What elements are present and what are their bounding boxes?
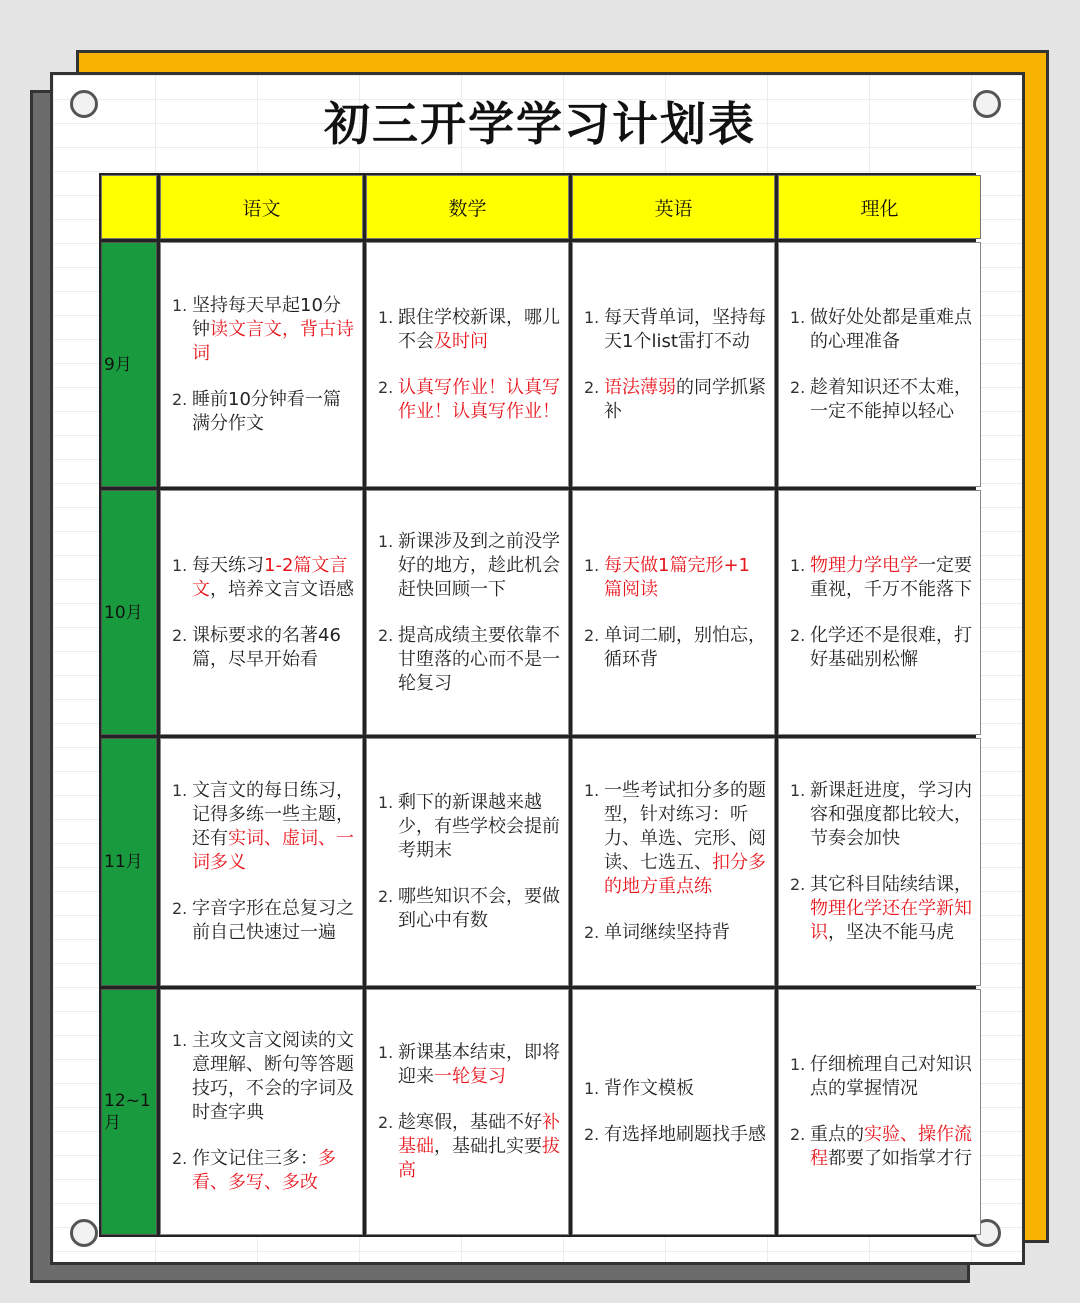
plan-cell-math [366,989,569,1235]
highlight-text: 实验、操作流程 [810,1124,972,1169]
item-number: 2. [172,899,188,918]
plain-text: 一些考试扣分多的题型，针对练习：听力、单选、完形、阅读、七选五、 [604,780,766,873]
plain-text: 哪些知识不会，要做到心中有数 [398,886,560,931]
highlight-text: 补基础 [398,1112,560,1157]
item-text [810,779,973,851]
pin-bottom-left-icon [70,1219,98,1247]
highlight-text: 认真写作业！认真写作业！认真写作业！ [398,376,560,422]
plan-item [584,779,767,899]
item-text [604,921,767,945]
item-number: 1. [378,793,394,812]
plan-item [172,897,355,945]
plain-text: 重点的 [810,1124,864,1145]
item-number: 1. [378,1043,394,1062]
item-number: 2. [584,377,600,397]
page-title: 初三开学学习计划表 [324,97,756,151]
plan-item [172,554,355,602]
item-number: 1. [378,307,394,327]
plan-cell-math [366,738,569,986]
header-science: 理化 [778,175,981,239]
plain-text: 趁着知识还不太难，一定不能掉以轻心 [810,376,972,422]
item-number: 2. [378,625,394,645]
plan-item [790,376,973,424]
plan-cell-science [778,242,981,487]
plan-item [790,306,973,354]
item-number: 1. [172,781,188,800]
item-number: 2. [584,625,600,645]
plain-text: 文言文的每日练习，记得多练一些主题，还有 [192,780,354,849]
plan-item [584,1077,767,1101]
plain-text: ，基础扎实要 [434,1136,542,1157]
highlight-text: 实词、虚词、一词多义 [192,828,354,873]
plan-item [790,1053,973,1101]
month-label: 9月 [101,242,157,487]
item-number: 1. [584,555,600,575]
item-number: 2. [378,377,394,397]
plan-item [790,624,973,672]
plain-text: 化学还不是很难，打好基础别松懈 [810,624,972,670]
item-number: 1. [172,555,188,575]
header-english: 英语 [572,175,775,239]
plain-text: 字音字形在总复习之前自己快速过一遍 [192,898,354,943]
plan-cell-chinese [160,242,363,487]
item-text [604,1123,767,1147]
item-number: 1. [172,295,188,315]
plain-text: 有选择地刷题找手感 [604,1124,766,1145]
item-text [192,294,355,366]
item-text [192,1029,355,1125]
plain-text: 做好处处都是重难点的心理准备 [810,306,972,352]
plain-text: 跟住学校新课，哪儿不会 [398,306,560,352]
item-text [810,554,973,602]
plain-text: 剩下的新课越来越少，有些学校会提前考期末 [398,792,560,861]
item-text [810,624,973,672]
item-number: 2. [172,625,188,645]
highlight-text: 物理化学还在学新知识 [810,898,972,943]
item-text [192,1147,355,1195]
highlight-text: 语法薄弱 [604,376,676,398]
plan-item [172,388,355,436]
item-text [810,873,973,945]
highlight-text: 读文言文，背古诗词 [192,318,354,364]
header-math: 数学 [366,175,569,239]
item-number: 2. [790,875,806,894]
item-text [810,306,973,354]
plain-text: 提高成绩主要依靠不甘堕落的心而不是一轮复习 [398,624,560,694]
item-text [810,1123,973,1171]
item-text [398,1041,561,1089]
plan-item [378,885,561,933]
plain-text: 单词继续坚持背 [604,922,730,943]
item-text [398,624,561,696]
plan-cell-english [572,490,775,735]
plan-cell-english [572,989,775,1235]
plan-item [378,376,561,424]
item-number: 2. [584,1125,600,1144]
item-number: 1. [790,555,806,575]
plain-text: 每天背单词，坚持每天1个list雷打不动 [604,306,766,352]
highlight-text: 多看、多写、多改 [192,1148,336,1193]
plain-text: 主攻文言文阅读的文意理解、断句等答题技巧，不会的字词及时查字典 [192,1030,354,1123]
plain-text: 新课涉及到之前没学好的地方，趁此机会赶快回顾一下 [398,530,560,600]
item-text [604,1077,767,1101]
item-number: 1. [790,1055,806,1074]
highlight-text: 物理力学电学 [810,554,918,576]
plan-item [378,530,561,602]
item-text [192,554,355,602]
plain-text: 都要了如指掌才行 [828,1148,972,1169]
plain-text: 课标要求的名著46篇，尽早开始看 [192,624,341,670]
item-text [398,306,561,354]
item-number: 1. [378,531,394,551]
plain-text: ，培养文言文语感 [210,578,354,600]
plan-cell-english [572,242,775,487]
item-text [604,779,767,899]
plan-item [584,921,767,945]
plain-text: 新课赶进度，学习内容和强度都比较大，节奏会加快 [810,780,972,849]
item-text [604,554,767,602]
month-label: 10月 [101,490,157,735]
item-text [810,376,973,424]
item-text [398,1111,561,1183]
plain-text: 背作文模板 [604,1078,694,1099]
item-number: 1. [172,1031,188,1050]
plan-item [584,376,767,424]
plan-cell-science [778,989,981,1235]
plan-cell-science [778,490,981,735]
plain-text: 仔细梳理自己对知识点的掌握情况 [810,1054,972,1099]
item-number: 2. [790,625,806,645]
item-text [810,1053,973,1101]
plain-text: 睡前10分钟看一篇满分作文 [192,388,341,434]
item-text [398,791,561,863]
plain-text: 新课基本结束，即将迎来 [398,1042,560,1087]
plan-cell-math [366,242,569,487]
plan-item [172,1147,355,1195]
header-chinese: 语文 [160,175,363,239]
item-text [398,376,561,424]
plain-text: 单词二刷，别怕忘，循环背 [604,624,766,670]
plain-text: 的同学抓紧补 [604,376,766,422]
highlight-text: 每天做1篇完形+1篇阅读 [604,554,750,600]
highlight-text: 1-2篇文言文 [192,554,348,600]
item-text [192,897,355,945]
plan-cell-english [572,738,775,986]
highlight-text: 扣分多的地方重点练 [604,852,766,897]
item-number: 1. [790,781,806,800]
item-text [604,624,767,672]
item-text [398,885,561,933]
plain-text: 作文记住三多： [192,1148,318,1169]
item-number: 1. [584,1079,600,1098]
item-number: 2. [172,389,188,409]
plain-text: 其它科目陆续结课， [810,874,972,895]
plain-text: 一定要重视，千万不能落下 [810,554,972,600]
plan-item [584,554,767,602]
plan-item [584,624,767,672]
item-number: 2. [378,887,394,906]
plan-item [378,1111,561,1183]
item-text [604,306,767,354]
plan-cell-chinese [160,490,363,735]
plan-cell-chinese [160,989,363,1235]
plan-item [172,294,355,366]
item-text [604,376,767,424]
plan-item [584,306,767,354]
plan-item [378,624,561,696]
plan-item [790,1123,973,1171]
plain-text: 趁寒假，基础不好 [398,1112,542,1133]
item-number: 2. [790,1125,806,1144]
item-number: 2. [790,377,806,397]
item-text [192,779,355,875]
item-text [398,530,561,602]
plain-text: 每天练习 [192,554,264,576]
highlight-text: 一轮复习 [434,1066,506,1087]
item-text [192,388,355,436]
item-number: 1. [790,307,806,327]
item-text [192,624,355,672]
plan-cell-math [366,490,569,735]
plan-item [172,1029,355,1125]
item-number: 2. [172,1149,188,1168]
plan-item [790,779,973,851]
plan-item [172,624,355,672]
plan-item [790,554,973,602]
month-label: 11月 [101,738,157,986]
highlight-text: 及时问 [434,330,488,352]
plan-item [378,306,561,354]
highlight-text: 拔高 [398,1136,560,1181]
study-plan-table [99,173,976,1237]
plain-text: 坚持每天早起10分钟 [192,294,341,340]
plan-item [378,1041,561,1089]
item-number: 2. [584,923,600,942]
item-number: 2. [378,1113,394,1132]
header-corner [101,175,157,239]
plan-item [790,873,973,945]
plan-item [584,1123,767,1147]
month-label: 12~1月 [101,989,157,1235]
item-number: 1. [584,307,600,327]
plan-cell-chinese [160,738,363,986]
plain-text: ，坚决不能马虎 [828,922,954,943]
plan-item [172,779,355,875]
item-number: 1. [584,781,600,800]
plan-cell-science [778,738,981,986]
plan-item [378,791,561,863]
